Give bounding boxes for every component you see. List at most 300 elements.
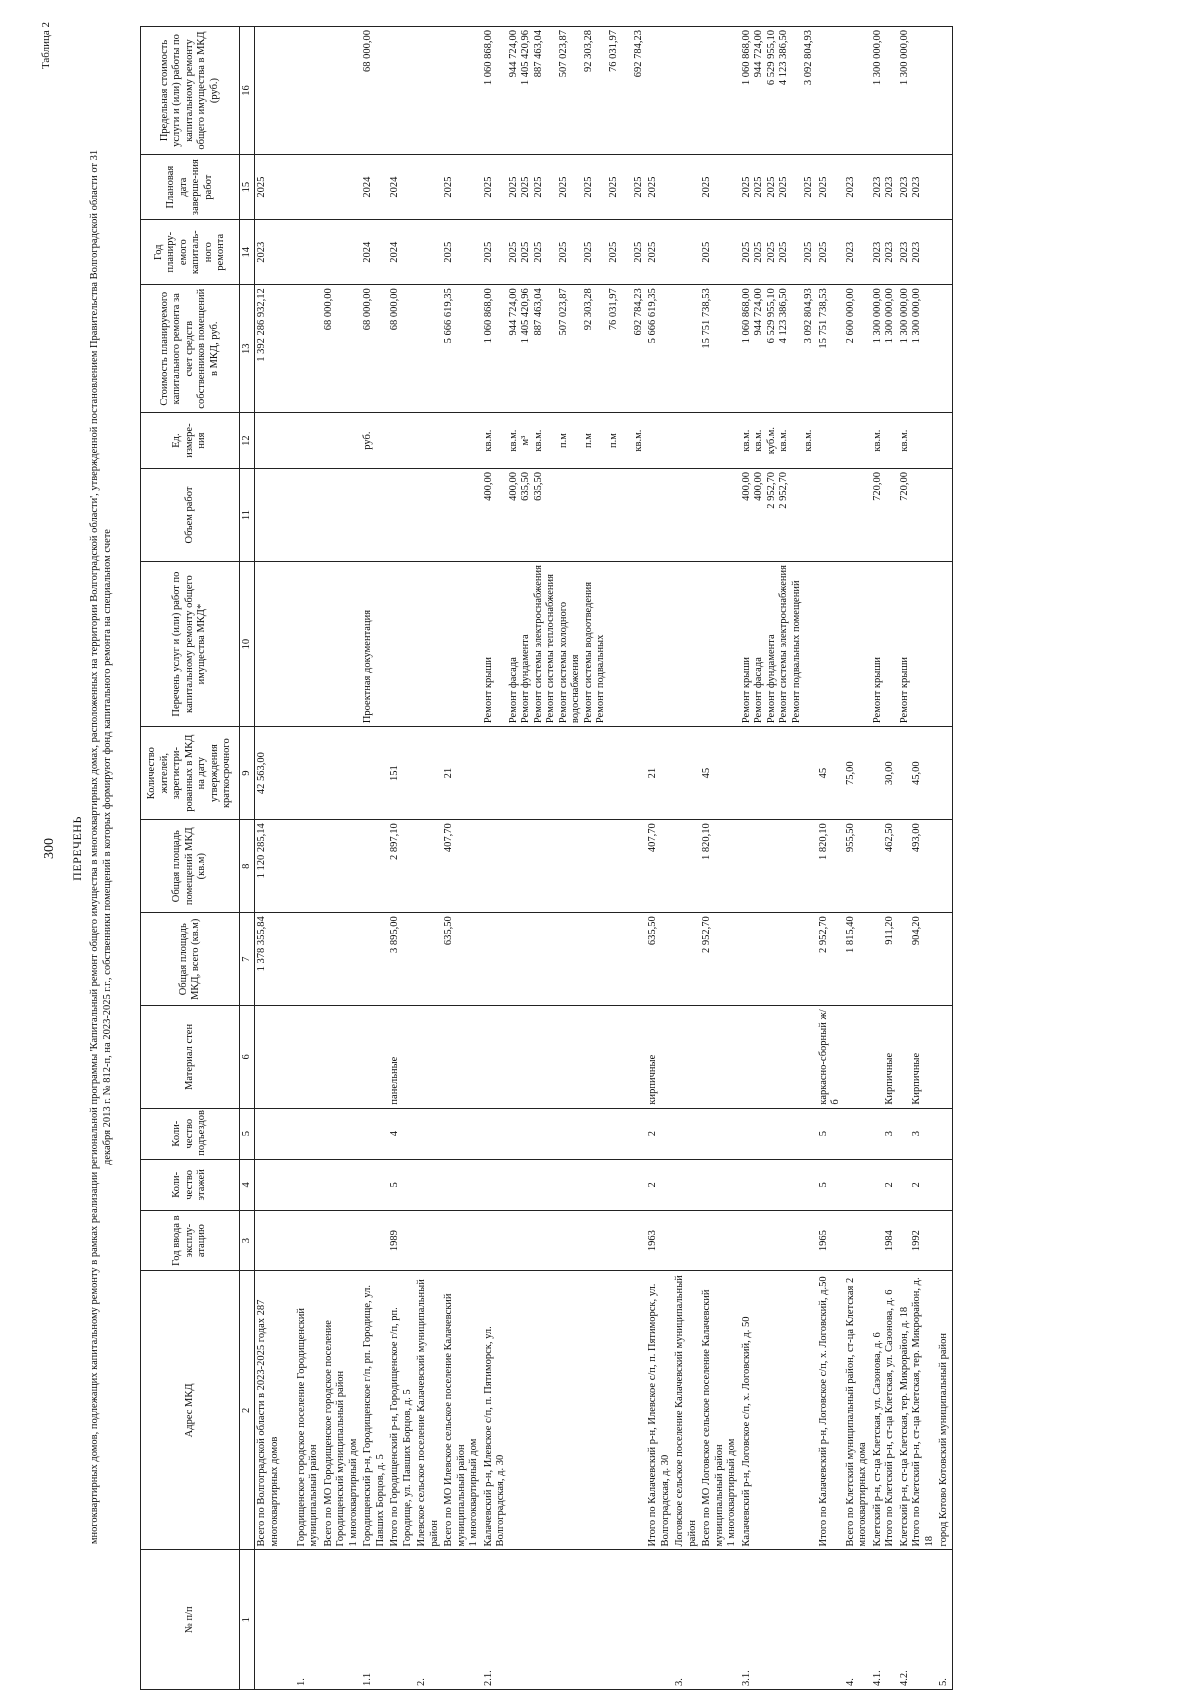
cell-col-7 xyxy=(482,913,647,1006)
cell-col-2: Клетский р-н, ст-ца Клетская, ул. Сазонова, д. 6 Итого по Клетский р-н, ст-ца Клетская, ул. Сазонова, д. 6 xyxy=(871,1271,898,1550)
cell-col-12: кв.м. xyxy=(898,413,938,469)
cell-col-2: Всего по Клетский муниципальный район, ст-ца Клетская 2 многоквартирных дома xyxy=(844,1271,871,1550)
cell-col-3 xyxy=(482,1210,647,1270)
cell-col-5 xyxy=(361,1108,388,1159)
cell-col-10 xyxy=(673,562,700,727)
cell-col-4 xyxy=(937,1159,952,1210)
cell-col-11 xyxy=(817,469,844,562)
cell-col-1: 2.1. xyxy=(482,1550,647,1690)
cell-col-13 xyxy=(295,285,322,413)
cell-col-16 xyxy=(673,27,700,155)
column-header-2: Адрес МКД xyxy=(141,1271,240,1550)
table-row xyxy=(937,27,952,1690)
cell-col-3: 1989 xyxy=(388,1210,415,1270)
cell-col-13 xyxy=(415,285,442,413)
cell-col-2: Итого по Калачевский р-н, Логовское с/п, х. Логовский, д.50 xyxy=(817,1271,844,1550)
cell-col-11 xyxy=(442,469,482,562)
cell-col-5 xyxy=(673,1108,700,1159)
cell-col-10 xyxy=(700,562,740,727)
column-number-8: 8 xyxy=(240,820,255,913)
table-body xyxy=(255,27,953,1690)
cell-col-2: Итого по Городищенский р-н, Городищенское г/п, рп. Городище, ул. Павших Борцов, д. 5 xyxy=(388,1271,415,1550)
cell-col-4 xyxy=(255,1159,295,1210)
cell-col-4 xyxy=(361,1159,388,1210)
cell-col-13: 1 060 868,00 944 724,00 6 529 955,10 4 123 386,50 3 092 804,93 xyxy=(740,285,817,413)
cell-col-6: Кирпичные xyxy=(871,1006,898,1108)
cell-col-15: 2025 xyxy=(255,155,295,220)
table-row xyxy=(255,27,295,1690)
cell-col-1 xyxy=(322,1550,362,1690)
cell-col-12 xyxy=(415,413,442,469)
cell-col-8 xyxy=(482,820,647,913)
cell-col-10 xyxy=(844,562,871,727)
cell-col-7 xyxy=(361,913,388,1006)
cell-col-13: 1 300 000,00 1 300 000,00 xyxy=(871,285,898,413)
cell-col-3 xyxy=(415,1210,442,1270)
cell-col-1: 3.1. xyxy=(740,1550,817,1690)
cell-col-16: 1 060 868,00 944 724,00 1 405 420,96 887 463,04 507 023,87 92 303,28 76 031,97 692 784,23 xyxy=(482,27,647,155)
cell-col-13 xyxy=(937,285,952,413)
cell-col-4 xyxy=(673,1159,700,1210)
cell-col-10: Ремонт крыши Ремонт фасада Ремонт фундамента Ремонт системы электроснабжения Ремонт подвальных помещений xyxy=(740,562,817,727)
table-row xyxy=(442,27,482,1690)
cell-col-9 xyxy=(322,727,362,820)
cell-col-3 xyxy=(255,1210,295,1270)
cell-col-7 xyxy=(673,913,700,1006)
cell-col-12: руб. xyxy=(361,413,388,469)
column-header-9: Количество жителей, зарегистри-рованных в МКД на дату утверждения краткосрочного xyxy=(141,727,240,820)
cell-col-6 xyxy=(322,1006,362,1108)
cell-col-14 xyxy=(295,220,322,285)
cell-col-14 xyxy=(937,220,952,285)
table-row xyxy=(700,27,740,1690)
cell-col-7: 635,50 xyxy=(442,913,482,1006)
cell-col-4 xyxy=(844,1159,871,1210)
cell-col-5: 2 xyxy=(646,1108,673,1159)
cell-col-8 xyxy=(673,820,700,913)
cell-col-12 xyxy=(322,413,362,469)
cell-col-3 xyxy=(740,1210,817,1270)
cell-col-12: кв.м. кв.м. м³ кв.м. п.м п.м п.м кв.м. xyxy=(482,413,647,469)
cell-col-4: 5 xyxy=(388,1159,415,1210)
table-row xyxy=(415,27,442,1690)
cell-col-5 xyxy=(740,1108,817,1159)
cell-col-11 xyxy=(295,469,322,562)
cell-col-16: 68 000,00 xyxy=(361,27,388,155)
cell-col-5 xyxy=(295,1108,322,1159)
cell-col-3 xyxy=(322,1210,362,1270)
table-row xyxy=(817,27,844,1690)
cell-col-8: 1 820,10 xyxy=(817,820,844,913)
cell-col-8 xyxy=(415,820,442,913)
cell-col-16 xyxy=(844,27,871,155)
cell-col-12: кв.м. кв.м. куб.м. кв.м. кв.м. xyxy=(740,413,817,469)
column-header-5: Коли-чество подъездов xyxy=(141,1108,240,1159)
cell-col-8: 1 120 285,14 xyxy=(255,820,295,913)
cell-col-1 xyxy=(442,1550,482,1690)
cell-col-15: 2025 xyxy=(442,155,482,220)
cell-col-11 xyxy=(415,469,442,562)
cell-col-11 xyxy=(646,469,673,562)
table-row xyxy=(322,27,362,1690)
cell-col-11 xyxy=(322,469,362,562)
column-number-16: 16 xyxy=(240,27,255,155)
column-number-15: 15 xyxy=(240,155,255,220)
cell-col-3: 1965 xyxy=(817,1210,844,1270)
cell-col-15: 2025 xyxy=(646,155,673,220)
cell-col-8 xyxy=(937,820,952,913)
cell-col-14: 2024 xyxy=(361,220,388,285)
table-row xyxy=(646,27,673,1690)
cell-col-13: 2 600 000,00 xyxy=(844,285,871,413)
cell-col-7 xyxy=(322,913,362,1006)
cell-col-4 xyxy=(295,1159,322,1210)
cell-col-15: 2023 2023 xyxy=(871,155,898,220)
column-header-3: Год ввода в эксплу-атацию xyxy=(141,1210,240,1270)
cell-col-1 xyxy=(817,1550,844,1690)
cell-col-10 xyxy=(937,562,952,727)
cell-col-9: 45 xyxy=(700,727,740,820)
cell-col-4: 5 xyxy=(817,1159,844,1210)
table-label: Таблица 2 xyxy=(40,22,52,70)
cell-col-2: Итого по Калачевский р-н, Илевское с/п, п. Пятиморск, ул. Волгоградская, д. 30 xyxy=(646,1271,673,1550)
cell-col-15: 2025 2025 2025 2025 2025 xyxy=(740,155,817,220)
cell-col-2: Клетский р-н, ст-ца Клетская, тер. Микрорайон, д. 18 Итого по Клетский р-н, ст-ца Клетская, тер. Микрорайон, д. 18 xyxy=(898,1271,938,1550)
cell-col-7 xyxy=(740,913,817,1006)
cell-col-2: Логовское сельское поселение Калачевский муниципальный район xyxy=(673,1271,700,1550)
cell-col-16 xyxy=(255,27,295,155)
cell-col-15: 2023 2023 xyxy=(898,155,938,220)
column-header-14: Год планиру-емого капиталь-ного ремонта xyxy=(141,220,240,285)
cell-col-5 xyxy=(700,1108,740,1159)
column-header-4: Коли-чество этажей xyxy=(141,1159,240,1210)
column-number-13: 13 xyxy=(240,285,255,413)
cell-col-5 xyxy=(482,1108,647,1159)
cell-col-13 xyxy=(673,285,700,413)
column-number-14: 14 xyxy=(240,220,255,285)
cell-col-9: 21 xyxy=(442,727,482,820)
cell-col-12 xyxy=(700,413,740,469)
header-row xyxy=(141,27,240,1690)
cell-col-1: 1.1 xyxy=(361,1550,388,1690)
column-number-6: 6 xyxy=(240,1006,255,1108)
cell-col-16 xyxy=(442,27,482,155)
cell-col-2: Калачевский р-н, Илевское с/п, п. Пятиморск, ул. Волгоградская, д. 30 xyxy=(482,1271,647,1550)
cell-col-15: 2025 2025 2025 2025 2025 2025 2025 2025 xyxy=(482,155,647,220)
column-number-3: 3 xyxy=(240,1210,255,1270)
cell-col-10 xyxy=(322,562,362,727)
cell-col-7: 904,20 xyxy=(898,913,938,1006)
column-header-12: Ед. измере-ния xyxy=(141,413,240,469)
cell-col-9 xyxy=(361,727,388,820)
cell-col-12 xyxy=(442,413,482,469)
cell-col-4 xyxy=(740,1159,817,1210)
cell-col-12 xyxy=(937,413,952,469)
cell-col-11: 720,00 xyxy=(898,469,938,562)
cell-col-11: 400,00 400,00 635,50 635,50 xyxy=(482,469,647,562)
cell-col-8: 2 897,10 xyxy=(388,820,415,913)
cell-col-1: 4. xyxy=(844,1550,871,1690)
cell-col-14: 2023 2023 xyxy=(871,220,898,285)
cell-col-9: 151 xyxy=(388,727,415,820)
cell-col-7: 2 952,70 xyxy=(700,913,740,1006)
cell-col-6 xyxy=(700,1006,740,1108)
cell-col-14: 2023 xyxy=(255,220,295,285)
cell-col-10 xyxy=(646,562,673,727)
cell-col-16: 1 300 000,00 xyxy=(871,27,898,155)
cell-col-7 xyxy=(295,913,322,1006)
cell-col-3 xyxy=(673,1210,700,1270)
cell-col-2: Калачевский р-н, Логовское с/п, х. Логовский, д. 50 xyxy=(740,1271,817,1550)
cell-col-8: 407,70 xyxy=(646,820,673,913)
cell-col-10 xyxy=(295,562,322,727)
cell-col-14: 2025 2025 2025 2025 2025 2025 2025 2025 xyxy=(482,220,647,285)
cell-col-2: город Котово Котовский муниципальный район xyxy=(937,1271,952,1550)
cell-col-1 xyxy=(255,1550,295,1690)
cell-col-4 xyxy=(442,1159,482,1210)
cell-col-8 xyxy=(361,820,388,913)
cell-col-6 xyxy=(673,1006,700,1108)
cell-col-9 xyxy=(415,727,442,820)
document-subtitle: многоквартирных домов, подлежащих капитальному ремонту в рамках реализации региональной программы 'Капитальный ремонт общего имущества в многоквартирных домах, расположенных на территории Волгоградской области', утвержденной постановлением Правительства Волгоградской области от 31 декабря 2013 г. № 812-п, на 2023-2025 г.г., собственники помещений в которых формируют фонд капитального ремонта на специальном счете xyxy=(89,149,113,1545)
cell-col-1: 5. xyxy=(937,1550,952,1690)
cell-col-12 xyxy=(295,413,322,469)
cell-col-11: 720,00 xyxy=(871,469,898,562)
column-number-4: 4 xyxy=(240,1159,255,1210)
cell-col-7: 1 378 355,84 xyxy=(255,913,295,1006)
cell-col-15: 2023 xyxy=(844,155,871,220)
cell-col-15 xyxy=(295,155,322,220)
cell-col-1 xyxy=(646,1550,673,1690)
cell-col-15 xyxy=(322,155,362,220)
cell-col-11 xyxy=(388,469,415,562)
column-number-row xyxy=(240,27,255,1690)
cell-col-2: Всего по Волгоградской области в 2023-2025 годах 287 многоквартирных домов xyxy=(255,1271,295,1550)
column-header-13: Стоимость планируемого капитального ремонта за счет средств собственников помещений в МКД, руб. xyxy=(141,285,240,413)
cell-col-5: 4 xyxy=(388,1108,415,1159)
cell-col-3: 1984 xyxy=(871,1210,898,1270)
cell-col-14 xyxy=(673,220,700,285)
cell-col-12 xyxy=(844,413,871,469)
cell-col-2: Городищенское городское поселение Городищенский муниципальный район xyxy=(295,1271,322,1550)
cell-col-4 xyxy=(482,1159,647,1210)
cell-col-9: 21 xyxy=(646,727,673,820)
cell-col-3: 1992 xyxy=(898,1210,938,1270)
cell-col-12 xyxy=(255,413,295,469)
cell-col-13: 1 392 286 932,12 xyxy=(255,285,295,413)
column-header-7: Общая площадь МКД, всего (кв.м) xyxy=(141,913,240,1006)
cell-col-2: Илевское сельское поселение Калачевский муниципальный район xyxy=(415,1271,442,1550)
cell-col-10 xyxy=(817,562,844,727)
cell-col-10 xyxy=(388,562,415,727)
cell-col-2: Всего по МО Логовское сельское поселение Калачевский муниципальный район 1 многоквартирный дом xyxy=(700,1271,740,1550)
cell-col-3 xyxy=(361,1210,388,1270)
cell-col-10 xyxy=(415,562,442,727)
column-header-10: Перечень услуг и (или) работ по капитальному ремонту общего имущества МКД* xyxy=(141,562,240,727)
cell-col-5 xyxy=(322,1108,362,1159)
cell-col-8: 1 820,10 xyxy=(700,820,740,913)
cell-col-16 xyxy=(646,27,673,155)
cell-col-12: кв.м. xyxy=(871,413,898,469)
cell-col-6 xyxy=(844,1006,871,1108)
column-number-7: 7 xyxy=(240,913,255,1006)
cell-col-9 xyxy=(740,727,817,820)
cell-col-5 xyxy=(442,1108,482,1159)
table-row xyxy=(844,27,871,1690)
cell-col-14 xyxy=(322,220,362,285)
cell-col-11 xyxy=(844,469,871,562)
column-number-5: 5 xyxy=(240,1108,255,1159)
cell-col-12 xyxy=(817,413,844,469)
cell-col-2: Всего по МО Илевское сельское поселение Калачевский муниципальный район 1 многоквартирный дом xyxy=(442,1271,482,1550)
cell-col-4 xyxy=(322,1159,362,1210)
cell-col-9: 75,00 xyxy=(844,727,871,820)
cell-col-15 xyxy=(673,155,700,220)
cell-col-5: 3 xyxy=(871,1108,898,1159)
cell-col-13: 68 000,00 xyxy=(388,285,415,413)
cell-col-8 xyxy=(295,820,322,913)
cell-col-10: Ремонт крыши xyxy=(871,562,898,727)
cell-col-2: Всего по МО Городищенское городское поселение Городищенский муниципальный район 1 многоквартирный дом xyxy=(322,1271,362,1550)
cell-col-7 xyxy=(415,913,442,1006)
cell-col-4 xyxy=(700,1159,740,1210)
cell-col-14: 2025 2025 2025 2025 2025 xyxy=(740,220,817,285)
cell-col-5 xyxy=(255,1108,295,1159)
cell-col-1: 4.2. xyxy=(898,1550,938,1690)
cell-col-14: 2025 xyxy=(817,220,844,285)
cell-col-6: панельные xyxy=(388,1006,415,1108)
column-header-11: Объем работ xyxy=(141,469,240,562)
cell-col-7 xyxy=(937,913,952,1006)
cell-col-8: 493,00 xyxy=(898,820,938,913)
cell-col-15: 2024 xyxy=(388,155,415,220)
cell-col-3 xyxy=(700,1210,740,1270)
cell-col-9 xyxy=(295,727,322,820)
column-number-10: 10 xyxy=(240,562,255,727)
cell-col-14: 2025 xyxy=(646,220,673,285)
cell-col-5 xyxy=(415,1108,442,1159)
cell-col-3: 1963 xyxy=(646,1210,673,1270)
cell-col-1 xyxy=(388,1550,415,1690)
cell-col-13: 68 000,00 xyxy=(322,285,362,413)
cell-col-13: 68 000,00 xyxy=(361,285,388,413)
table-row xyxy=(482,27,647,1690)
cell-col-8: 462,50 xyxy=(871,820,898,913)
cell-col-11 xyxy=(700,469,740,562)
table-row xyxy=(361,27,388,1690)
cell-col-4 xyxy=(415,1159,442,1210)
cell-col-16 xyxy=(295,27,322,155)
cell-col-6 xyxy=(255,1006,295,1108)
document-title: ПЕРЕЧЕНЬ xyxy=(70,816,84,881)
cell-col-12 xyxy=(388,413,415,469)
cell-col-6 xyxy=(482,1006,647,1108)
cell-col-11 xyxy=(361,469,388,562)
cell-col-6: каркасно-сборный ж/б xyxy=(817,1006,844,1108)
cell-col-6 xyxy=(415,1006,442,1108)
column-header-15: Плановая дата заверше-ния работ xyxy=(141,155,240,220)
cell-col-1: 4.1. xyxy=(871,1550,898,1690)
cell-col-11: 400,00 400,00 2 952,70 2 952,70 xyxy=(740,469,817,562)
cell-col-7: 1 815,40 xyxy=(844,913,871,1006)
cell-col-9: 30,00 xyxy=(871,727,898,820)
cell-col-14: 2023 2023 xyxy=(898,220,938,285)
cell-col-4: 2 xyxy=(646,1159,673,1210)
cell-col-5 xyxy=(937,1108,952,1159)
cell-col-6 xyxy=(295,1006,322,1108)
cell-col-7: 635,50 xyxy=(646,913,673,1006)
column-header-1: № п/п xyxy=(141,1550,240,1690)
cell-col-15: 2024 xyxy=(361,155,388,220)
cell-col-9: 45 xyxy=(817,727,844,820)
cell-col-6: Кирпичные xyxy=(898,1006,938,1108)
cell-col-14: 2025 xyxy=(442,220,482,285)
cell-col-14: 2025 xyxy=(700,220,740,285)
column-header-6: Материал стен xyxy=(141,1006,240,1108)
cell-col-10 xyxy=(442,562,482,727)
cell-col-8: 407,70 xyxy=(442,820,482,913)
cell-col-3 xyxy=(844,1210,871,1270)
table-row xyxy=(740,27,817,1690)
cell-col-8 xyxy=(740,820,817,913)
cell-col-9 xyxy=(482,727,647,820)
column-number-12: 12 xyxy=(240,413,255,469)
cell-col-16 xyxy=(937,27,952,155)
cell-col-8: 955,50 xyxy=(844,820,871,913)
column-number-11: 11 xyxy=(240,469,255,562)
cell-col-7: 3 895,00 xyxy=(388,913,415,1006)
table-row xyxy=(388,27,415,1690)
table-row xyxy=(898,27,938,1690)
cell-col-13: 1 060 868,00 944 724,00 1 405 420,96 887 463,04 507 023,87 92 303,28 76 031,97 692 784,23 xyxy=(482,285,647,413)
column-header-16: Предельная стоимость услуги и (или) работы по капитальному ремонту общего имущества в МКД (руб.) xyxy=(141,27,240,155)
cell-col-10: Ремонт крыши xyxy=(898,562,938,727)
cell-col-6 xyxy=(361,1006,388,1108)
cell-col-11 xyxy=(255,469,295,562)
cell-col-4: 2 xyxy=(871,1159,898,1210)
cell-col-15 xyxy=(937,155,952,220)
cell-col-3 xyxy=(295,1210,322,1270)
cell-col-16: 1 060 868,00 944 724,00 6 529 955,10 4 123 386,50 3 092 804,93 xyxy=(740,27,817,155)
column-number-9: 9 xyxy=(240,727,255,820)
cell-col-9: 45,00 xyxy=(898,727,938,820)
cell-col-1: 1. xyxy=(295,1550,322,1690)
column-header-8: Общая площадь помещений МКД (кв.м) xyxy=(141,820,240,913)
cell-col-11 xyxy=(937,469,952,562)
cell-col-14 xyxy=(415,220,442,285)
cell-col-16 xyxy=(700,27,740,155)
cell-col-11 xyxy=(673,469,700,562)
cell-col-3 xyxy=(937,1210,952,1270)
cell-col-6 xyxy=(442,1006,482,1108)
column-number-1: 1 xyxy=(240,1550,255,1690)
cell-col-13: 15 751 738,53 xyxy=(817,285,844,413)
cell-col-12 xyxy=(646,413,673,469)
cell-col-13: 1 300 000,00 1 300 000,00 xyxy=(898,285,938,413)
cell-col-9: 42 563,00 xyxy=(255,727,295,820)
cell-col-2: Городищенский р-н, Городищенское г/п, рп. Городище, ул. Павших Борцов, д. 5 xyxy=(361,1271,388,1550)
page-number: 300 xyxy=(42,838,57,859)
cell-col-5: 5 xyxy=(817,1108,844,1159)
table-row xyxy=(295,27,322,1690)
cell-col-13: 5 666 619,35 xyxy=(442,285,482,413)
cell-col-9 xyxy=(673,727,700,820)
table-row xyxy=(871,27,898,1690)
cell-col-6 xyxy=(937,1006,952,1108)
cell-col-9 xyxy=(937,727,952,820)
cell-col-5 xyxy=(844,1108,871,1159)
cell-col-8 xyxy=(322,820,362,913)
